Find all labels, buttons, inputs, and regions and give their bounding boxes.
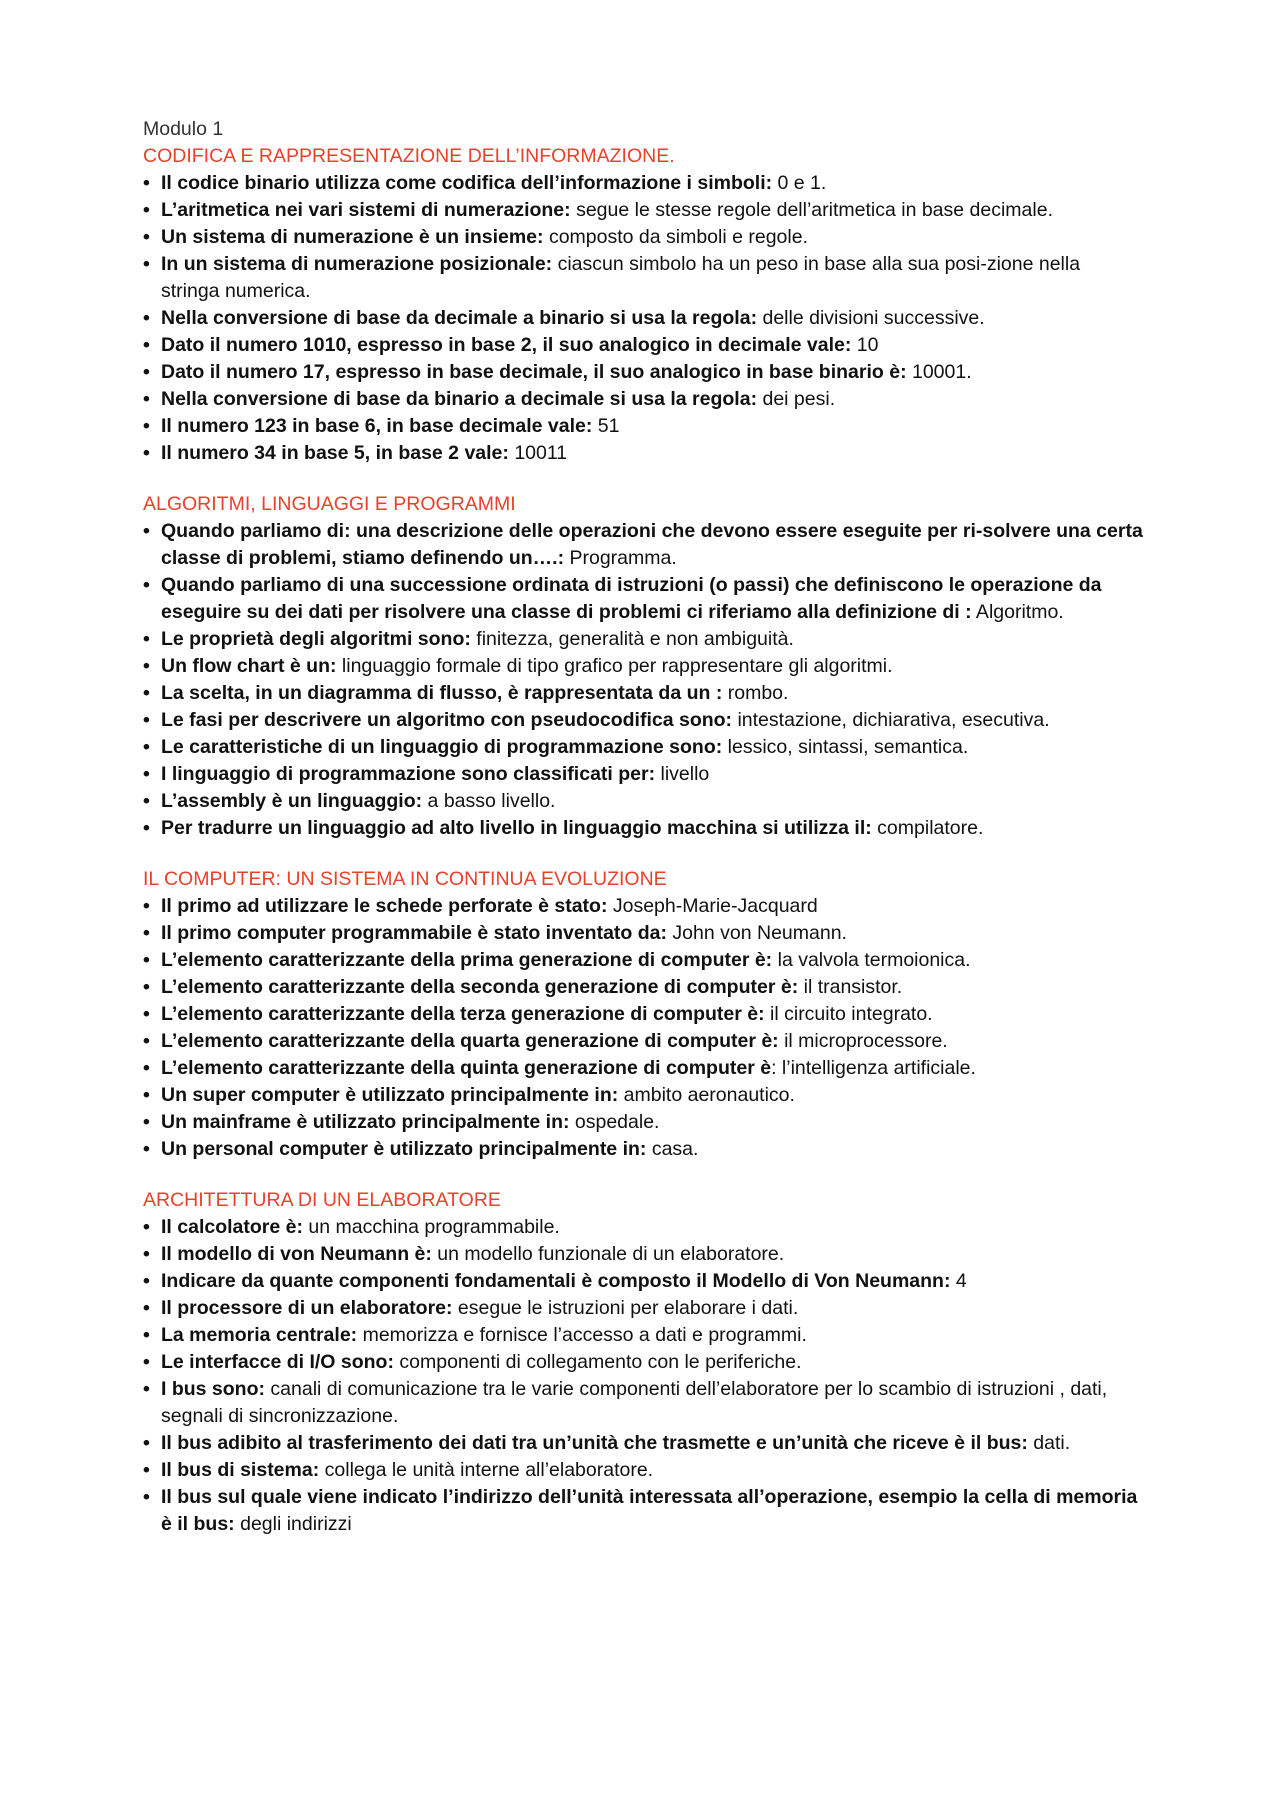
question-text: Il calcolatore è: (161, 1216, 303, 1238)
question-text: L’aritmetica nei vari sistemi di numerazione: (161, 199, 571, 221)
list-item (143, 170, 1143, 197)
list-item (143, 893, 1143, 920)
question-text: I bus sono: (161, 1378, 265, 1400)
list-item (143, 815, 1143, 842)
list-item (143, 1349, 1143, 1376)
list-item (143, 386, 1143, 413)
answer-text: dei pesi. (757, 388, 836, 410)
question-text: L’elemento caratterizzante della seconda generazione di computer è: (161, 976, 799, 998)
answer-text: 10011 (508, 442, 568, 464)
list-item (143, 440, 1143, 467)
list-item (143, 572, 1143, 626)
list-item (143, 1295, 1143, 1322)
answer-text: ciascun simbolo ha un peso in base alla sua posi-zione nella stringa numerica. (161, 253, 1081, 302)
answer-text: Programma. (564, 547, 677, 569)
question-text: Indicare da quante componenti fondamentali è composto il Modello di Von Neumann: (161, 1270, 951, 1292)
list-item (143, 680, 1143, 707)
answer-text: dati. (1027, 1432, 1071, 1454)
question-text: L’elemento caratterizzante della terza generazione di computer è: (161, 1003, 765, 1025)
question-list (143, 170, 1143, 467)
question-text: Le fasi per descrivere un algoritmo con pseudocodifica sono: (161, 709, 733, 731)
list-item (143, 1109, 1143, 1136)
answer-text: componenti di collegamento con le periferiche. (393, 1351, 802, 1373)
question-text: L’elemento caratterizzante della prima generazione di computer è: (161, 949, 773, 971)
answer-text: ambito aeronautico. (618, 1084, 795, 1106)
list-item (143, 626, 1143, 653)
question-text: In un sistema di numerazione posizionale: (161, 253, 553, 275)
list-item (143, 761, 1143, 788)
list-item (143, 1001, 1143, 1028)
section (143, 866, 1143, 1163)
list-item (143, 251, 1143, 305)
list-item (143, 1028, 1143, 1055)
list-item (143, 413, 1143, 440)
section (143, 143, 1143, 467)
question-text: La scelta, in un diagramma di flusso, è rappresentata da un : (161, 682, 723, 704)
list-item (143, 1376, 1143, 1430)
list-item (143, 1268, 1143, 1295)
answer-text: Joseph-Marie-Jacquard (607, 895, 818, 917)
module-label: Modulo 1 (143, 118, 224, 140)
answer-text: un modello funzionale di un elaboratore. (431, 1243, 785, 1265)
section (143, 491, 1143, 842)
list-item (143, 1241, 1143, 1268)
answer-text: ospedale. (569, 1111, 660, 1133)
section-title: ALGORITMI, LINGUAGGI E PROGRAMMI (143, 493, 516, 515)
section-title: IL COMPUTER: UN SISTEMA IN CONTINUA EVOLUZIONE (143, 868, 667, 890)
question-text: Il modello di von Neumann è: (161, 1243, 432, 1265)
answer-text: Algoritmo. (971, 601, 1064, 623)
question-text: Le interfacce di I/O sono: (161, 1351, 394, 1373)
question-text: Le caratteristiche di un linguaggio di programmazione sono: (161, 736, 723, 758)
answer-text: 0 e 1. (772, 172, 827, 194)
answer-text: 10 (851, 334, 879, 356)
section-title: ARCHITETTURA DI UN ELABORATORE (143, 1189, 501, 1211)
section-title: CODIFICA E RAPPRESENTAZIONE DELL’INFORMAZIONE. (143, 145, 675, 167)
question-text: Il bus adibito al trasferimento dei dati tra un’unità che trasmette e un’unità che riceve è il bus: (161, 1432, 1028, 1454)
document-page (143, 116, 1143, 1538)
question-text: Nella conversione di base da decimale a binario si usa la regola: (161, 307, 758, 329)
list-item (143, 947, 1143, 974)
question-text: L’elemento caratterizzante della quarta generazione di computer è: (161, 1030, 779, 1052)
answer-text: degli indirizzi (234, 1513, 352, 1535)
question-text: Un mainframe è utilizzato principalmente in: (161, 1111, 570, 1133)
answer-text: a basso livello. (422, 790, 556, 812)
answer-text: 51 (592, 415, 620, 437)
question-list (143, 893, 1143, 1163)
question-text: Un personal computer è utilizzato principalmente in: (161, 1138, 647, 1160)
question-list (143, 1214, 1143, 1538)
list-item (143, 1430, 1143, 1457)
question-text: Nella conversione di base da binario a decimale si usa la regola: (161, 388, 758, 410)
question-text: Un sistema di numerazione è un insieme: (161, 226, 544, 248)
list-item (143, 332, 1143, 359)
question-text: Il numero 34 in base 5, in base 2 vale: (161, 442, 509, 464)
list-item (143, 224, 1143, 251)
question-text: Le proprietà degli algoritmi sono: (161, 628, 471, 650)
answer-text: composto da simboli e regole. (543, 226, 808, 248)
answer-text: livello (655, 763, 710, 785)
question-text: Quando parliamo di una successione ordinata di istruzioni (o passi) che definiscono le operazione da eseguire su dei dati per risolvere una classe di problemi ci riferiamo alla definizione di : (161, 574, 1102, 623)
question-text: Il processore di un elaboratore: (161, 1297, 453, 1319)
answer-text: la valvola termoionica. (772, 949, 971, 971)
answer-text: lessico, sintassi, semantica. (722, 736, 969, 758)
sections-container (143, 143, 1143, 1538)
answer-text: esegue le istruzioni per elaborare i dati. (452, 1297, 799, 1319)
answer-text: rombo. (722, 682, 789, 704)
answer-text: John von Neumann. (667, 922, 847, 944)
answer-text: finitezza, generalità e non ambiguità. (470, 628, 794, 650)
answer-text: : l’intelligenza artificiale. (771, 1057, 976, 1079)
list-item (143, 518, 1143, 572)
answer-text: casa. (646, 1138, 699, 1160)
question-text: Il primo ad utilizzare le schede perforate è stato: (161, 895, 608, 917)
question-text: La memoria centrale: (161, 1324, 358, 1346)
list-item (143, 1055, 1143, 1082)
answer-text: segue le stesse regole dell’aritmetica in base decimale. (570, 199, 1053, 221)
question-text: I linguaggio di programmazione sono classificati per: (161, 763, 656, 785)
list-item (143, 1136, 1143, 1163)
answer-text: il microprocessore. (778, 1030, 948, 1052)
question-text: Il codice binario utilizza come codifica dell’informazione i simboli: (161, 172, 773, 194)
answer-text: canali di comunicazione tra le varie componenti dell’elaboratore per lo scambio di istruzioni , dati, segnali di sincronizzazione. (161, 1378, 1108, 1427)
answer-text: 10001. (906, 361, 972, 383)
question-text: Il bus sul quale viene indicato l’indirizzo dell’unità interessata all’operazione, esempio la cella di memoria è il bus: (161, 1486, 1138, 1535)
question-text: Un flow chart è un: (161, 655, 337, 677)
question-text: Dato il numero 17, espresso in base decimale, il suo analogico in base binario è: (161, 361, 907, 383)
section (143, 1187, 1143, 1538)
list-item (143, 920, 1143, 947)
answer-text: intestazione, dichiarativa, esecutiva. (732, 709, 1050, 731)
answer-text: memorizza e fornisce l’accesso a dati e programmi. (357, 1324, 807, 1346)
answer-text: collega le unità interne all’elaboratore. (319, 1459, 654, 1481)
list-item (143, 788, 1143, 815)
answer-text: linguaggio formale di tipo grafico per rappresentare gli algoritmi. (336, 655, 893, 677)
answer-text: il circuito integrato. (764, 1003, 933, 1025)
list-item (143, 734, 1143, 761)
question-text: L’assembly è un linguaggio: (161, 790, 423, 812)
list-item (143, 197, 1143, 224)
answer-text: 4 (950, 1270, 967, 1292)
list-item (143, 974, 1143, 1001)
question-text: Per tradurre un linguaggio ad alto livello in linguaggio macchina si utilizza il: (161, 817, 872, 839)
question-text: Dato il numero 1010, espresso in base 2, il suo analogico in decimale vale: (161, 334, 852, 356)
answer-text: il transistor. (798, 976, 903, 998)
answer-text: delle divisioni successive. (757, 307, 985, 329)
list-item (143, 1457, 1143, 1484)
list-item (143, 707, 1143, 734)
question-text: Quando parliamo di: una descrizione delle operazioni che devono essere eseguite per ri-solvere una certa classe di problemi, stiamo definendo un….: (161, 520, 1143, 569)
answer-text: compilatore. (871, 817, 984, 839)
question-text: Il bus di sistema: (161, 1459, 320, 1481)
question-text: L’elemento caratterizzante della quinta generazione di computer è (161, 1057, 772, 1079)
list-item (143, 1484, 1143, 1538)
list-item (143, 1322, 1143, 1349)
question-list (143, 518, 1143, 842)
question-text: Il primo computer programmabile è stato inventato da: (161, 922, 668, 944)
list-item (143, 305, 1143, 332)
list-item (143, 1214, 1143, 1241)
question-text: Il numero 123 in base 6, in base decimale vale: (161, 415, 593, 437)
list-item (143, 653, 1143, 680)
answer-text: un macchina programmabile. (302, 1216, 560, 1238)
question-text: Un super computer è utilizzato principalmente in: (161, 1084, 619, 1106)
list-item (143, 1082, 1143, 1109)
list-item (143, 359, 1143, 386)
